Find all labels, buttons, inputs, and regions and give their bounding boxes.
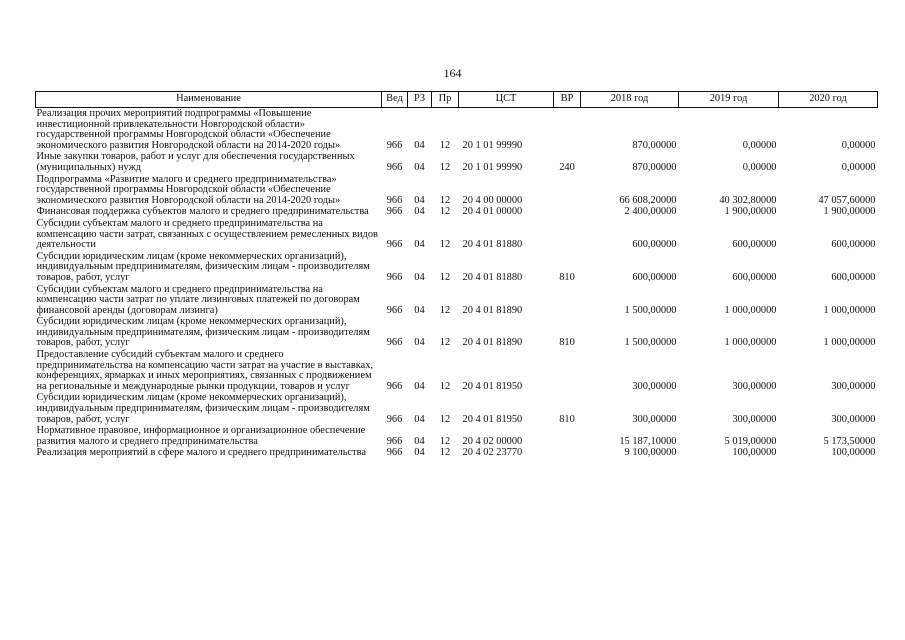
row-pr: 12 xyxy=(439,194,451,206)
row-2018: 300,00000 xyxy=(632,380,677,392)
page-number: 164 xyxy=(443,66,462,80)
row-ved: 966 xyxy=(386,161,403,173)
row-vr xyxy=(554,284,581,317)
row-pr: 12 xyxy=(439,239,451,251)
row-ved: 966 xyxy=(386,447,403,459)
row-2018: 66 608,20000 xyxy=(619,194,677,206)
table-body xyxy=(36,108,878,460)
row-2019: 40 302,80000 xyxy=(719,194,777,206)
row-2019: 300,00000 xyxy=(732,413,777,425)
row-cst: 20 4 02 00000 xyxy=(462,435,523,447)
row-pr: 12 xyxy=(439,337,451,349)
row-ved: 966 xyxy=(386,337,403,349)
row-vr: 240 xyxy=(559,161,575,173)
row-2018: 9 100,00000 xyxy=(624,447,677,459)
row-2020: 300,00000 xyxy=(831,413,876,425)
table-row xyxy=(36,284,878,317)
row-name: Реализация мероприятий в сфере малого и среднего предпринимательства xyxy=(36,447,366,459)
row-2018: 870,00000 xyxy=(632,161,677,173)
row-rz: 04 xyxy=(414,380,425,392)
row-2020: 0,00000 xyxy=(841,139,876,151)
row-pr: 12 xyxy=(439,161,451,173)
row-rz: 04 xyxy=(414,139,425,151)
row-cst: 20 4 01 81950 xyxy=(462,413,523,425)
row-pr: 12 xyxy=(439,447,451,459)
row-vr xyxy=(554,218,581,251)
row-rz: 04 xyxy=(414,206,425,218)
row-2018: 15 187,10000 xyxy=(619,435,677,447)
row-2018: 300,00000 xyxy=(632,413,677,425)
row-ved: 966 xyxy=(386,413,403,425)
table-row xyxy=(36,316,878,349)
row-ved: 966 xyxy=(386,380,403,392)
row-2019: 0,00000 xyxy=(742,161,777,173)
row-vr xyxy=(554,174,581,207)
row-name: Иные закупки товаров, работ и услуг для обеспечения государственных (муниципальных) нужд xyxy=(36,151,355,173)
row-2020: 300,00000 xyxy=(831,380,876,392)
row-2019: 600,00000 xyxy=(732,239,777,251)
row-2019: 1 000,00000 xyxy=(724,337,777,349)
row-ved: 966 xyxy=(386,206,403,218)
row-cst: 20 4 00 00000 xyxy=(462,194,523,206)
row-2018: 2 400,00000 xyxy=(624,206,677,218)
row-cst: 20 4 01 81880 xyxy=(462,271,523,283)
row-name: Нормативное правовое, информационное и организационное обеспечение развития малого и среднего предпринимательства xyxy=(36,425,366,447)
row-cst: 20 4 01 81950 xyxy=(462,380,523,392)
row-name: Субсидии субъектам малого и среднего предпринимательства на компенсацию части затрат по уплате лизинговых платежей по договорам финансовой аренды (договорам лизинга) xyxy=(36,283,360,316)
table-row xyxy=(36,392,878,425)
row-rz: 04 xyxy=(414,447,425,459)
row-name: Субсидии субъектам малого и среднего предпринимательства на компенсацию части затрат, связанных с осуществлением ремесленных видов деятельности xyxy=(36,217,378,251)
row-2020: 100,00000 xyxy=(831,447,876,459)
row-pr: 12 xyxy=(439,304,451,316)
row-ved: 966 xyxy=(386,435,403,447)
table-header-row xyxy=(36,92,878,108)
header-ved: Вед xyxy=(382,92,408,108)
table-row xyxy=(36,151,878,173)
row-cst: 20 4 01 81880 xyxy=(462,239,523,251)
row-vr xyxy=(554,425,581,447)
row-vr xyxy=(554,447,581,459)
header-2018: 2018 год xyxy=(581,92,679,108)
row-2020: 600,00000 xyxy=(831,271,876,283)
row-vr: 810 xyxy=(559,413,575,425)
table-row xyxy=(36,447,878,459)
row-pr: 12 xyxy=(439,206,451,218)
row-2019: 1 900,00000 xyxy=(724,206,777,218)
row-ved: 966 xyxy=(386,239,403,251)
table-row xyxy=(36,251,878,284)
row-rz: 04 xyxy=(414,413,425,425)
table-row xyxy=(36,174,878,207)
row-2019: 0,00000 xyxy=(742,139,777,151)
row-pr: 12 xyxy=(439,380,451,392)
row-2020: 600,00000 xyxy=(831,239,876,251)
row-name: Подпрограмма «Развитие малого и среднего предпринимательства» государственной программы Новгородской области «Обеспечение экономического развития Новгородской области на 2014-2020 годы» xyxy=(36,173,341,206)
row-2020: 1 000,00000 xyxy=(823,337,876,349)
row-name: Финансовая поддержка субъектов малого и среднего предпринимательства xyxy=(36,206,369,218)
row-2019: 5 019,00000 xyxy=(724,435,777,447)
row-rz: 04 xyxy=(414,337,425,349)
row-pr: 12 xyxy=(439,413,451,425)
row-vr: 810 xyxy=(559,271,575,283)
row-vr xyxy=(554,108,581,152)
row-cst: 20 1 01 99990 xyxy=(462,139,523,151)
row-cst: 20 4 01 81890 xyxy=(462,304,523,316)
row-vr xyxy=(554,206,581,218)
row-ved: 966 xyxy=(386,194,403,206)
row-2020: 47 057,60000 xyxy=(818,194,876,206)
header-2019: 2019 год xyxy=(679,92,779,108)
budget-table xyxy=(35,91,878,459)
row-2020: 0,00000 xyxy=(841,161,876,173)
row-pr: 12 xyxy=(439,139,451,151)
row-2018: 600,00000 xyxy=(632,239,677,251)
row-2020: 1 900,00000 xyxy=(823,206,876,218)
row-ved: 966 xyxy=(386,304,403,316)
table-row xyxy=(36,218,878,251)
header-name: Наименование xyxy=(36,92,382,108)
row-rz: 04 xyxy=(414,161,425,173)
row-name: Предоставление субсидий субъектам малого и среднего предпринимательства на компенсацию части затрат на участие в выставках, конференциях, ярмарках и иных мероприятиях, связанных с продвижением на региональные и международные рынки продукции, товаров и услуг xyxy=(36,349,374,392)
row-2019: 600,00000 xyxy=(732,271,777,283)
row-cst: 20 4 01 81890 xyxy=(462,337,523,349)
row-rz: 04 xyxy=(414,271,425,283)
row-rz: 04 xyxy=(414,304,425,316)
row-rz: 04 xyxy=(414,194,425,206)
row-rz: 04 xyxy=(414,435,425,447)
table-row xyxy=(36,425,878,447)
row-2020: 5 173,50000 xyxy=(823,435,876,447)
header-vr: ВР xyxy=(554,92,581,108)
header-cst: ЦСТ xyxy=(459,92,554,108)
row-name: Реализация прочих мероприятий подпрограммы «Повышение инвестиционной привлекательности Новгородской области» государственной программы Новгородской области «Обеспечение экономического развития Новгородской области на 2014-2020 годы» xyxy=(36,108,341,151)
row-name: Субсидии юридическим лицам (кроме некоммерческих организаций), индивидуальным предпринимателям, физическим лицам - производителям товаров, работ, услуг xyxy=(36,316,370,349)
table-row xyxy=(36,108,878,152)
row-2019: 300,00000 xyxy=(732,380,777,392)
table-row xyxy=(36,206,878,218)
row-cst: 20 1 01 99990 xyxy=(462,161,523,173)
row-2020: 1 000,00000 xyxy=(823,304,876,316)
row-vr: 810 xyxy=(559,337,575,349)
header-2020: 2020 год xyxy=(779,92,878,108)
row-2019: 1 000,00000 xyxy=(724,304,777,316)
row-2018: 870,00000 xyxy=(632,139,677,151)
row-rz: 04 xyxy=(414,239,425,251)
row-pr: 12 xyxy=(439,435,451,447)
header-pr: Пр xyxy=(432,92,459,108)
row-2018: 1 500,00000 xyxy=(624,337,677,349)
row-name: Субсидии юридическим лицам (кроме некоммерческих организаций), индивидуальным предпринимателям, физическим лицам - производителям товаров, работ, услуг xyxy=(36,392,370,425)
row-ved: 966 xyxy=(386,271,403,283)
row-vr xyxy=(554,349,581,392)
row-name: Субсидии юридическим лицам (кроме некоммерческих организаций), индивидуальным предпринимателям, физическим лицам - производителям товаров, работ, услуг xyxy=(36,250,370,283)
row-ved: 966 xyxy=(386,139,403,151)
row-pr: 12 xyxy=(439,271,451,283)
header-rz: РЗ xyxy=(408,92,432,108)
row-2018: 600,00000 xyxy=(632,271,677,283)
row-cst: 20 4 02 23770 xyxy=(462,447,523,459)
row-2019: 100,00000 xyxy=(732,447,777,459)
table-row xyxy=(36,349,878,392)
row-2018: 1 500,00000 xyxy=(624,304,677,316)
row-cst: 20 4 01 00000 xyxy=(462,206,523,218)
